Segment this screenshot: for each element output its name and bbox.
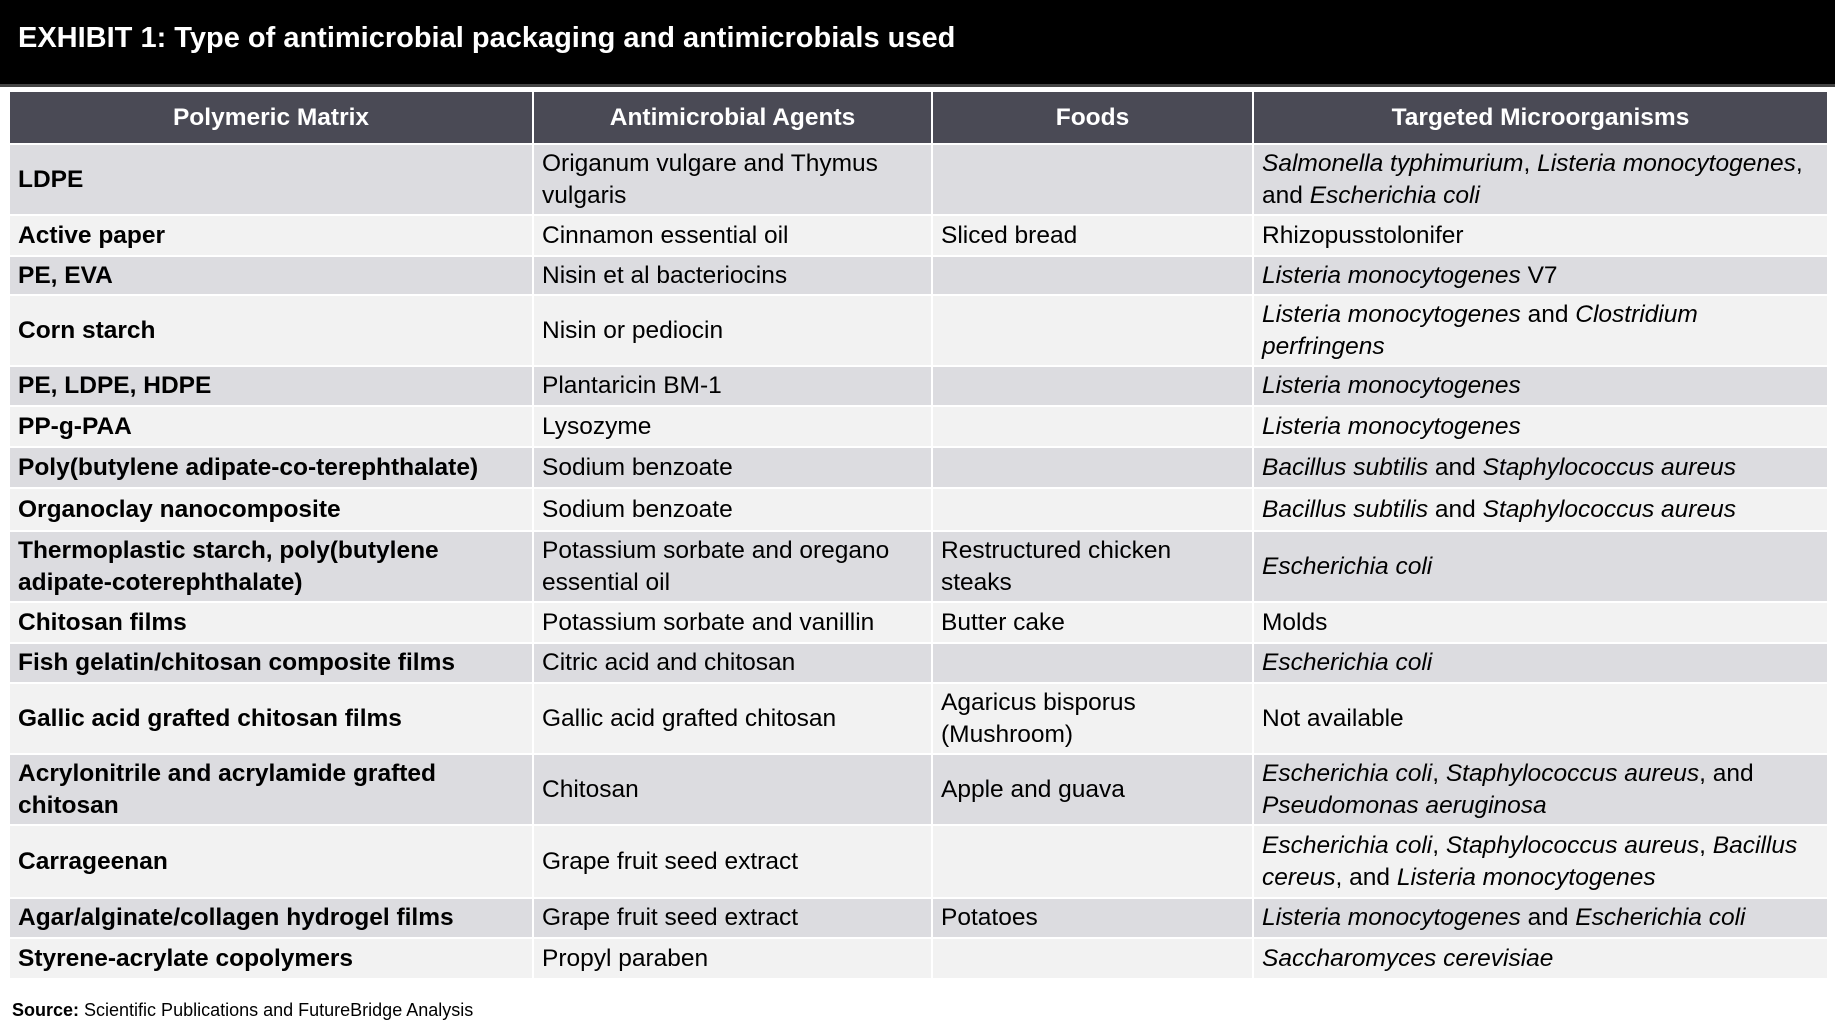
cell-foods	[932, 144, 1253, 215]
table-row	[9, 488, 1828, 531]
cell-text: Nisin et al bacteriocins	[542, 261, 788, 289]
species-name: Escherichia coli	[1575, 904, 1746, 931]
cell-text: , and	[1262, 149, 1803, 209]
cell-antimicrobial-agents	[533, 898, 932, 938]
cell-text: Grape fruit seed extract	[542, 847, 799, 875]
source-text: Scientific Publications and FutureBridge Analysis	[79, 1000, 474, 1020]
cell-text: LDPE	[18, 165, 84, 193]
cell-targeted-microorganisms	[1253, 406, 1828, 447]
cell-foods	[932, 683, 1253, 754]
cell-foods	[932, 406, 1253, 447]
cell-polymeric-matrix	[9, 602, 533, 643]
cell-text: ,	[1699, 831, 1713, 859]
cell-antimicrobial-agents	[533, 295, 932, 366]
cell-text: Citric acid and chitosan	[542, 649, 796, 676]
cell-text: V7	[1520, 261, 1558, 289]
title-bar	[0, 0, 1835, 87]
cell-text: Gallic acid grafted chitosan films	[18, 704, 402, 732]
cell-text: Not available	[1262, 704, 1404, 732]
cell-targeted-microorganisms	[1253, 366, 1828, 406]
column-header-foods: Foods	[932, 92, 1253, 144]
species-name: Pseudomonas aeruginosa	[1262, 791, 1547, 819]
species-name: Listeria monocytogenes	[1262, 904, 1521, 931]
cell-text: Agaricus bisporus (Mushroom)	[941, 688, 1136, 748]
cell-targeted-microorganisms	[1253, 683, 1828, 754]
cell-antimicrobial-agents	[533, 602, 932, 643]
cell-foods	[932, 488, 1253, 531]
species-name: Staphylococcus aureus	[1482, 495, 1736, 523]
antimicrobial-table	[8, 92, 1829, 980]
cell-foods	[932, 643, 1253, 683]
cell-text: Potassium sorbate and oregano essential oil	[542, 536, 890, 596]
cell-text: Restructured chicken steaks	[941, 536, 1172, 596]
cell-text: Carrageenan	[18, 847, 168, 875]
species-name: Listeria monocytogenes	[1396, 863, 1656, 891]
column-header-polymeric-matrix: Polymeric Matrix	[9, 92, 533, 144]
cell-targeted-microorganisms	[1253, 447, 1828, 488]
table-row	[9, 215, 1828, 256]
cell-polymeric-matrix	[9, 531, 533, 602]
cell-targeted-microorganisms	[1253, 898, 1828, 938]
table-row	[9, 825, 1828, 898]
cell-text: Chitosan films	[18, 608, 187, 636]
cell-targeted-microorganisms	[1253, 825, 1828, 898]
cell-text: Potassium sorbate and vanillin	[542, 608, 875, 636]
species-name: Staphylococcus aureus	[1445, 759, 1700, 787]
cell-text: PE, LDPE, HDPE	[18, 372, 212, 399]
cell-text: Origanum vulgare and Thymus vulgaris	[542, 149, 878, 209]
cell-antimicrobial-agents	[533, 938, 932, 979]
cell-foods	[932, 938, 1253, 979]
cell-text: Chitosan	[542, 775, 639, 803]
cell-polymeric-matrix	[9, 825, 533, 898]
cell-text: Sodium benzoate	[542, 495, 733, 523]
cell-antimicrobial-agents	[533, 447, 932, 488]
cell-text: Cinnamon essential oil	[542, 221, 789, 249]
cell-polymeric-matrix	[9, 938, 533, 979]
cell-text: ,	[1432, 831, 1446, 859]
cell-text: Thermoplastic starch, poly(butylene adipate-coterephthalate)	[18, 536, 439, 596]
species-name: Staphylococcus aureus	[1445, 831, 1700, 859]
species-name: Listeria monocytogenes	[1262, 412, 1521, 440]
table-header-row	[9, 92, 1828, 144]
cell-text: Organoclay nanocomposite	[18, 495, 341, 523]
cell-targeted-microorganisms	[1253, 531, 1828, 602]
cell-text: Lysozyme	[542, 412, 652, 440]
species-name: Clostridium perfringens	[1262, 300, 1698, 360]
cell-targeted-microorganisms	[1253, 602, 1828, 643]
cell-text: and	[1520, 300, 1576, 328]
source-note	[12, 1000, 473, 1021]
cell-foods	[932, 295, 1253, 366]
table-row	[9, 144, 1828, 215]
table-row	[9, 447, 1828, 488]
species-name: Bacillus cereus	[1262, 831, 1798, 891]
cell-antimicrobial-agents	[533, 825, 932, 898]
cell-foods	[932, 754, 1253, 825]
cell-text: Grape fruit seed extract	[542, 904, 799, 931]
exhibit-title: EXHIBIT 1: Type of antimicrobial packaging and antimicrobials used	[18, 22, 956, 54]
cell-text: Corn starch	[18, 316, 156, 344]
cell-text: Potatoes	[941, 904, 1038, 931]
cell-polymeric-matrix	[9, 643, 533, 683]
source-label: Source:	[12, 1000, 80, 1020]
species-name: Escherichia coli	[1262, 552, 1433, 580]
table-row	[9, 406, 1828, 447]
cell-antimicrobial-agents	[533, 488, 932, 531]
cell-targeted-microorganisms	[1253, 488, 1828, 531]
cell-polymeric-matrix	[9, 898, 533, 938]
cell-polymeric-matrix	[9, 144, 533, 215]
cell-foods	[932, 602, 1253, 643]
cell-text: Butter cake	[941, 608, 1065, 636]
table-row	[9, 754, 1828, 825]
cell-targeted-microorganisms	[1253, 215, 1828, 256]
cell-text: ,	[1432, 759, 1446, 787]
cell-foods	[932, 215, 1253, 256]
species-name: Salmonella typhimurium	[1262, 149, 1524, 177]
table-row	[9, 683, 1828, 754]
cell-text: Active paper	[18, 221, 166, 249]
table-row	[9, 602, 1828, 643]
cell-antimicrobial-agents	[533, 215, 932, 256]
cell-antimicrobial-agents	[533, 256, 932, 295]
cell-text: ,	[1523, 149, 1538, 177]
cell-polymeric-matrix	[9, 447, 533, 488]
cell-antimicrobial-agents	[533, 754, 932, 825]
species-name: Escherichia coli	[1262, 649, 1433, 676]
species-name: Escherichia coli	[1309, 181, 1480, 209]
cell-text: Propyl paraben	[542, 944, 709, 972]
cell-foods	[932, 256, 1253, 295]
species-name: Listeria monocytogenes	[1537, 149, 1796, 177]
cell-antimicrobial-agents	[533, 531, 932, 602]
cell-antimicrobial-agents	[533, 683, 932, 754]
cell-text: PP-g-PAA	[18, 412, 132, 440]
table-row	[9, 295, 1828, 366]
cell-text: Sodium benzoate	[542, 453, 733, 481]
cell-text: PE, EVA	[18, 261, 113, 289]
cell-polymeric-matrix	[9, 406, 533, 447]
cell-targeted-microorganisms	[1253, 295, 1828, 366]
cell-polymeric-matrix	[9, 256, 533, 295]
cell-text: Plantaricin BM-1	[542, 372, 722, 399]
cell-text: Sliced bread	[941, 221, 1078, 249]
cell-targeted-microorganisms	[1253, 643, 1828, 683]
cell-targeted-microorganisms	[1253, 144, 1828, 215]
cell-targeted-microorganisms	[1253, 938, 1828, 979]
table-body	[9, 144, 1828, 979]
cell-foods	[932, 898, 1253, 938]
cell-targeted-microorganisms	[1253, 754, 1828, 825]
cell-text: and	[1520, 904, 1576, 931]
cell-polymeric-matrix	[9, 488, 533, 531]
cell-text: Rhizopusstolonifer	[1262, 221, 1464, 249]
species-name: Staphylococcus aureus	[1482, 453, 1736, 481]
table-row	[9, 898, 1828, 938]
cell-text: and	[1428, 495, 1483, 523]
cell-antimicrobial-agents	[533, 366, 932, 406]
cell-text: Agar/alginate/collagen hydrogel films	[18, 904, 454, 931]
species-name: Listeria monocytogenes	[1262, 300, 1521, 328]
cell-polymeric-matrix	[9, 215, 533, 256]
cell-antimicrobial-agents	[533, 406, 932, 447]
cell-polymeric-matrix	[9, 366, 533, 406]
table-row	[9, 531, 1828, 602]
column-header-targeted-microorganisms: Targeted Microorganisms	[1253, 92, 1828, 144]
species-name: Bacillus subtilis	[1262, 495, 1429, 523]
cell-text: Gallic acid grafted chitosan	[542, 704, 837, 732]
cell-text: , and	[1699, 759, 1754, 787]
cell-foods	[932, 825, 1253, 898]
cell-text: Apple and guava	[941, 775, 1125, 803]
cell-text: Nisin or pediocin	[542, 316, 724, 344]
cell-text: Acrylonitrile and acrylamide grafted chitosan	[18, 759, 436, 819]
cell-polymeric-matrix	[9, 754, 533, 825]
table-row	[9, 938, 1828, 979]
column-header-antimicrobial-agents: Antimicrobial Agents	[533, 92, 932, 144]
cell-antimicrobial-agents	[533, 144, 932, 215]
cell-polymeric-matrix	[9, 295, 533, 366]
cell-foods	[932, 366, 1253, 406]
species-name: Escherichia coli	[1262, 831, 1433, 859]
cell-text: Fish gelatin/chitosan composite films	[18, 649, 455, 676]
cell-antimicrobial-agents	[533, 643, 932, 683]
species-name: Saccharomyces cerevisiae	[1262, 944, 1554, 972]
species-name: Bacillus subtilis	[1262, 453, 1429, 481]
table-row	[9, 643, 1828, 683]
table-row	[9, 366, 1828, 406]
cell-text: Poly(butylene adipate-co-terephthalate)	[18, 453, 479, 481]
cell-text: and	[1428, 453, 1483, 481]
cell-polymeric-matrix	[9, 683, 533, 754]
table-row	[9, 256, 1828, 295]
cell-targeted-microorganisms	[1253, 256, 1828, 295]
species-name: Listeria monocytogenes	[1262, 261, 1521, 289]
species-name: Listeria monocytogenes	[1262, 372, 1521, 399]
cell-foods	[932, 531, 1253, 602]
species-name: Escherichia coli	[1262, 759, 1433, 787]
cell-text: Styrene-acrylate copolymers	[18, 944, 353, 972]
cell-text: , and	[1335, 863, 1397, 891]
cell-foods	[932, 447, 1253, 488]
cell-text: Molds	[1262, 608, 1328, 636]
